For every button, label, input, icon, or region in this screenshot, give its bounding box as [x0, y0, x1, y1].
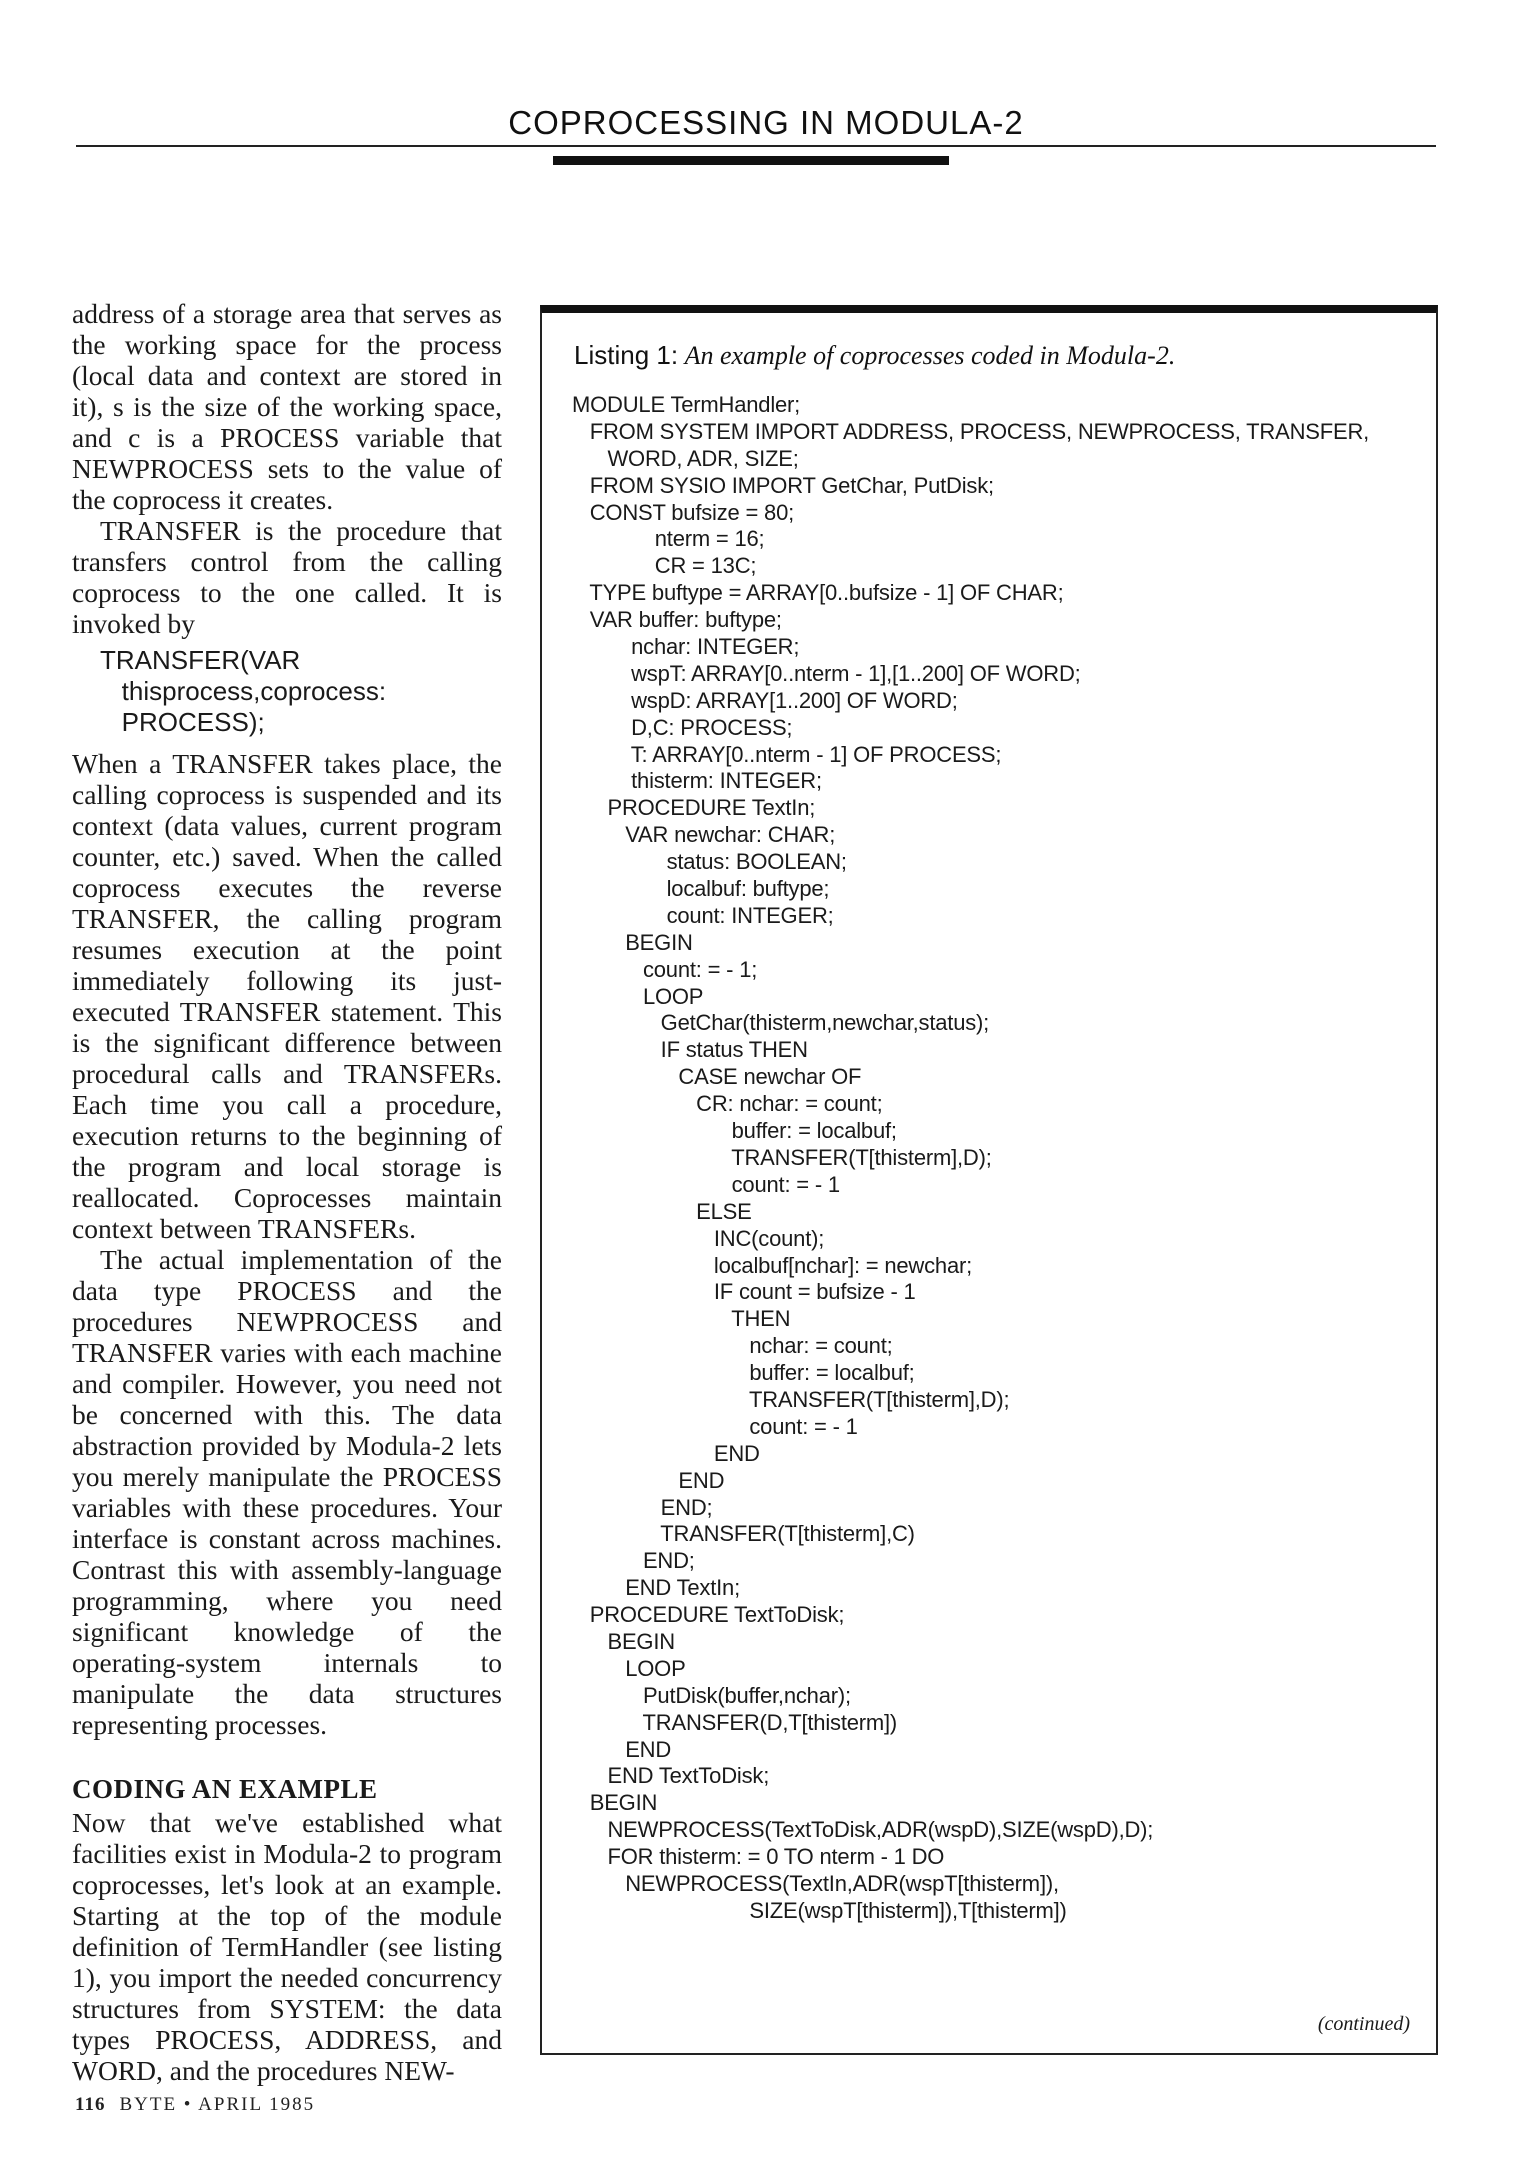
code-line: MODULE TermHandler;	[572, 392, 801, 417]
paragraph-1: address of a storage area that serves as the working space for the process (local data and context are stored in it), s is the size of the working space, and c is a PROCESS variable that NEWPROCESS sets to the value of the coprocess it creates.	[72, 298, 502, 515]
transfer-signature: TRANSFER(VAR thisprocess,coprocess: PROCESS);	[100, 645, 387, 737]
code-line: count: = - 1	[572, 1171, 840, 1197]
listing-caption-text: An example of coprocesses coded in Modula-2.	[684, 341, 1176, 370]
code-line: PutDisk(buffer,nchar);	[572, 1682, 851, 1708]
code-line: INC(count);	[572, 1225, 825, 1251]
code-line: wspD: ARRAY[1..200] OF WORD;	[572, 687, 958, 713]
code-line: FROM SYSIO IMPORT GetChar, PutDisk;	[572, 472, 994, 498]
code-line: TRANSFER(D,T[thisterm])	[572, 1709, 898, 1735]
code-line: IF status THEN	[572, 1037, 808, 1063]
code-line: END;	[572, 1548, 695, 1574]
code-line: nchar: = count;	[572, 1333, 893, 1359]
code-line: CR: nchar: = count;	[572, 1091, 883, 1117]
code-line: PROCEDURE TextToDisk;	[572, 1602, 845, 1628]
code-line: NEWPROCESS(TextIn,ADR(wspT[thisterm]),	[572, 1870, 1059, 1896]
code-line: CONST bufsize = 80;	[572, 499, 795, 525]
code-line: TRANSFER(T[thisterm],D);	[572, 1144, 992, 1170]
code-line: nterm = 16;	[572, 526, 765, 552]
paragraph-3: When a TRANSFER takes place, the calling coprocess is suspended and its context (data values, current program counter, etc.) saved. When the called coprocess executes the reverse TRANSFER, the calling program resumes execution at the point immediately following its just-executed TRANSFER statement. This is the significant difference between procedural calls and TRANSFERs. Each time you call a procedure, execution returns to the beginning of the program and local storage is reallocated. Coprocesses maintain context between TRANSFERs.	[72, 748, 502, 1244]
code-line: localbuf[nchar]: = newchar;	[572, 1252, 973, 1278]
header-rule	[76, 145, 1436, 147]
code-line: TRANSFER(T[thisterm],C)	[572, 1521, 915, 1547]
listing-label: Listing 1:	[574, 340, 679, 370]
code-line: VAR buffer: buftype;	[572, 607, 782, 633]
publication-info: BYTE • APRIL 1985	[119, 2094, 316, 2115]
page-footer	[75, 2094, 315, 2116]
paragraph-2: TRANSFER is the procedure that transfers control from the calling coprocess to the one called. It is invoked by	[72, 515, 502, 639]
section-heading: CODING AN EXAMPLE	[72, 1774, 378, 1804]
code-line: BEGIN	[572, 1628, 675, 1654]
code-line: D,C: PROCESS;	[572, 714, 793, 740]
code-line: CR = 13C;	[572, 553, 757, 579]
code-line: IF count = bufsize - 1	[572, 1279, 916, 1305]
code-line: ELSE	[572, 1198, 752, 1224]
code-line: END	[572, 1736, 672, 1762]
code-line: count: = - 1;	[572, 956, 758, 982]
code-line: count: = - 1	[572, 1413, 858, 1439]
code-line: buffer: = localbuf;	[572, 1360, 915, 1386]
header-bar	[553, 156, 949, 165]
code-listing	[572, 392, 1422, 1925]
code-line: END;	[572, 1494, 713, 1520]
code-line: PROCEDURE TextIn;	[572, 795, 816, 821]
code-line: FROM SYSTEM IMPORT ADDRESS, PROCESS, NEWPROCESS, TRANSFER,	[572, 418, 1370, 444]
continued-note: (continued)	[1317, 2013, 1410, 2035]
paragraph-5: Now that we've established what facilities exist in Modula-2 to program coprocesses, let's look at an example. Starting at the top of the module definition of TermHandler (see listing 1), you import the needed concurrency structures from SYSTEM: the data types PROCESS, ADDRESS, and WORD, and the procedures NEW-	[72, 1807, 502, 2086]
code-line: LOOP	[572, 983, 704, 1009]
listing-caption	[574, 340, 1175, 371]
running-header: COPROCESSING IN MODULA-2	[508, 104, 1024, 141]
code-line: END	[572, 1440, 760, 1466]
left-column	[72, 298, 502, 2086]
code-line: localbuf: buftype;	[572, 876, 830, 902]
code-line: wspT: ARRAY[0..nterm - 1],[1..200] OF WORD;	[572, 660, 1081, 686]
code-line: FOR thisterm: = 0 TO nterm - 1 DO	[572, 1844, 945, 1870]
code-line: TYPE buftype = ARRAY[0..bufsize - 1] OF CHAR;	[572, 580, 1064, 606]
code-line: T: ARRAY[0..nterm - 1] OF PROCESS;	[572, 741, 1002, 767]
code-line: NEWPROCESS(TextToDisk,ADR(wspD),SIZE(wspD),D);	[572, 1817, 1154, 1843]
code-line: LOOP	[572, 1655, 686, 1681]
code-line: END TextToDisk;	[572, 1763, 770, 1789]
code-line: WORD, ADR, SIZE;	[572, 445, 799, 471]
code-line: END TextIn;	[572, 1575, 740, 1601]
code-line: BEGIN	[572, 1790, 658, 1816]
code-line: THEN	[572, 1306, 791, 1332]
code-line: thisterm: INTEGER;	[572, 768, 822, 794]
code-line: SIZE(wspT[thisterm]),T[thisterm])	[572, 1897, 1067, 1923]
page-number: 116	[75, 2094, 106, 2115]
code-line: END	[572, 1467, 725, 1493]
code-line: TRANSFER(T[thisterm],D);	[572, 1386, 1010, 1412]
code-line: count: INTEGER;	[572, 902, 834, 928]
code-line: VAR newchar: CHAR;	[572, 822, 836, 848]
paragraph-4: The actual implementation of the data type PROCESS and the procedures NEWPROCESS and TRANSFER varies with each machine and compiler. However, you need not be concerned with this. The data abstraction provided by Modula-2 lets you merely manipulate the PROCESS variables with these procedures. Your interface is constant across machines. Contrast this with assembly-language programming, where you need significant knowledge of the operating-system internals to manipulate the data structures representing processes.	[72, 1244, 502, 1740]
code-line: nchar: INTEGER;	[572, 634, 800, 660]
code-line: CASE newchar OF	[572, 1064, 862, 1090]
code-line: buffer: = localbuf;	[572, 1118, 897, 1144]
code-line: BEGIN	[572, 929, 693, 955]
code-line: status: BOOLEAN;	[572, 849, 847, 875]
code-line: GetChar(thisterm,newchar,status);	[572, 1010, 990, 1036]
